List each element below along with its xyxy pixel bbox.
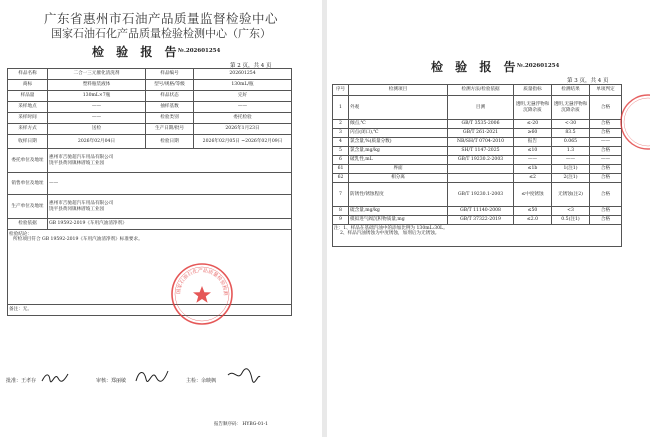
table-row [333,96,622,120]
field-label: 样品状态 [146,91,194,102]
cell-spec: ≤10 [514,147,552,156]
table-row [333,138,622,147]
cell-result: 透明,无悬浮物和沉降杂质 [552,96,590,120]
column-header: 质量指标 [514,85,552,96]
report-title: 检 验 报 告 [92,45,181,59]
cell-method: GB/T 11140-2008 [448,207,514,216]
cell-method [448,174,514,183]
cell-spec: ≤2 [514,174,552,183]
field-label: 来样方式 [8,124,48,135]
producer-address: 饶平县黄冈镇林厝坡工业园 [49,206,105,212]
table-row [8,230,292,305]
field-value: —— [48,102,146,113]
field-value: 130mL/瓶 [194,80,292,91]
producer-name: 惠州市吉驰超汽车用品有限公司 [49,201,114,207]
table-row [333,165,622,174]
cell-item: 闪点(闭口),℃ [349,129,448,138]
field-label: 检验日期 [146,135,194,149]
field-label: 样品量 [8,91,48,102]
cell-method: GB/T 261-2021 [448,129,514,138]
field-label: 检验类别 [146,113,194,124]
cell-no: 5 [333,147,349,156]
cell-verdict: 合格 [590,183,622,207]
field-label: 采样时间 [8,113,48,124]
field-label: 抽样基数 [146,102,194,113]
cell-method: NB/SH/T 0704-2010 [448,138,514,147]
cell-verdict: 合格 [590,174,622,183]
partial-stamp [618,92,650,152]
field-label: 生产单位及地址 [8,195,48,219]
table-row [333,207,622,216]
column-header: 检测项目 [349,85,448,96]
conclusion-label: 检验结论： [9,232,32,237]
table-row [8,91,292,102]
cell-item: 外观 [349,96,448,120]
cell-method: 目测 [448,96,514,120]
cell-result: 2(注1) [552,174,590,183]
sample-info-table [7,68,292,316]
cell-item: 模拟进气阀沉积物质量,mg [349,216,448,225]
field-label: 生产日期/批号 [146,124,194,135]
field-label: 商标 [8,80,48,91]
approver-label: 批准：王孝存 [6,378,37,384]
field-value: 202601254 [194,69,292,80]
cell-method [448,165,514,174]
cell-verdict: 合格 [590,207,622,216]
reviewer-signature [134,367,170,385]
cell-spec: 报告 [514,138,552,147]
table-row [8,305,292,316]
cell-verdict: —— [590,138,622,147]
cell-no: 2 [333,120,349,129]
field-value: —— [194,102,292,113]
table-row [8,195,292,219]
cell-no: 8 [333,207,349,216]
field-label: 样品编号 [146,69,194,80]
field-label: 委托单位及地址 [8,149,48,173]
table-row [333,183,622,207]
cell-no: 9 [333,216,349,225]
table-notes-row [333,225,622,247]
cell-item: 界面 [349,165,448,174]
field-value: 塑料瓶装液体 [48,80,146,91]
cell-method: GB/T 19230.2-2003 [448,156,514,165]
column-header: 检测方法/检验依据 [448,85,514,96]
table-row [8,124,292,135]
field-label: 型号/规格/等级 [146,80,194,91]
cell-spec: ≥60 [514,129,552,138]
field-label: 样品名称 [8,69,48,80]
table-row [8,219,292,230]
reviewer-label: 审核：郑丽敏 [96,378,127,384]
cell-verdict: 合格 [590,96,622,120]
report-footer: 报告顺序码： HYBG-01-1 [214,422,269,427]
cell-result: 1.3 [552,147,590,156]
table-row [8,69,292,80]
cell-method: GB/T 3535-2006 [448,120,514,129]
report-page-left [0,0,322,437]
inspector-signature [226,367,262,385]
field-value: 送检 [48,124,146,135]
table-row [333,174,622,183]
table-header-row [333,85,622,96]
cell-result: <3 [552,207,590,216]
cell-item: 相分离 [349,174,448,183]
page-info: 第 3 页，共 4 页 [567,78,609,84]
field-value: 2026年02月05日 ~2026年02月09日 [194,135,292,149]
field-label: 检验依据 [8,219,48,230]
field-value: —— [48,113,146,124]
entrusting-unit [48,149,292,173]
page-info: 第 2 页，共 4 页 [230,63,272,69]
table-row [8,149,292,173]
cell-verdict: 合格 [590,129,622,138]
svg-text:国家石油石化产品质量检验检测中心（广东）: 国家石油石化产品质量检验检测中心（广东） [167,258,229,296]
center-name: 国家石油石化产品质量检验检测中心（广东） [51,27,271,40]
cell-no: 4 [333,138,349,147]
field-value: 2026年1月23日 [194,124,292,135]
entrusting-name: 惠州市吉驰超汽车用品有限公司 [49,155,114,161]
cell-result: 0.065 [552,138,590,147]
producer-unit [48,195,292,219]
report-number: №.202601254 [178,48,221,54]
cell-result: —— [552,156,590,165]
cell-result: 83.5 [552,129,590,138]
report-number: №.202601254 [517,63,560,69]
test-results-table [332,84,622,247]
conclusion-text: 所检项目符合 GB 19592-2019《车用汽油清净剂》标准要求。 [13,237,143,243]
official-stamp [167,258,234,326]
table-row [333,120,622,129]
cell-spec: ≤1b [514,165,552,174]
cell-no: 61 [333,165,349,174]
cell-no: 7 [333,183,349,207]
column-header: 单项判定 [590,85,622,96]
field-label: 采样地点 [8,102,48,113]
column-header: 检测结果 [552,85,590,96]
cell-spec: 透明,无悬浮物和沉降杂质 [514,96,552,120]
field-label: 收样日期 [8,135,48,149]
field-value: 二合一三元催化清洗剂 [48,69,146,80]
note-line: 注：1、样品在基础汽油中的添加比例为 130mL:30L。 [334,226,448,231]
entrusting-address: 饶平县黄冈镇林厝坡工业园 [49,160,105,166]
seller-unit: —— [48,173,292,195]
table-row [8,113,292,124]
approver-signature [40,369,70,385]
report-page-right [327,0,650,437]
test-basis: GB 19592-2019《车用汽油清净剂》 [48,219,292,230]
cell-verdict: 合格 [590,120,622,129]
inspector-label: 主检：余映枫 [186,378,217,384]
cell-no: 1 [333,96,349,120]
cell-verdict: 合格 [590,165,622,174]
column-header: 序号 [333,85,349,96]
cell-result: 无锈蚀(注2) [552,183,590,207]
lab-name: 广东省惠州市石油产品质量监督检验中心 [43,11,278,26]
cell-method: GB/T 19230.1-2003 [448,183,514,207]
cell-spec: ≤-20 [514,120,552,129]
cell-result: <-30 [552,120,590,129]
cell-item: 氯含量,mg/kg [349,147,448,156]
field-value: 委托检验 [194,113,292,124]
cell-no: 3 [333,129,349,138]
table-row [8,135,292,149]
table-row [8,102,292,113]
cell-item: 防锈性/锈蚀程度 [349,183,448,207]
cell-result: 1(注1) [552,165,590,174]
cell-item: 倾点,℃ [349,120,448,129]
table-row [333,156,622,165]
report-title: 检 验 报 告 [431,60,520,74]
cell-no: 62 [333,174,349,183]
field-label: 销售单位及地址 [8,173,48,195]
cell-method: SH/T 1147-2025 [448,147,514,156]
table-notes [333,225,622,247]
cell-item: 破乳性,mL [349,156,448,165]
note-line: 2、样品汽油锈蚀为中度锈蚀，加剂后为无锈蚀。 [340,231,440,237]
cell-spec: —— [514,156,552,165]
remark: 备注：无。 [8,305,292,316]
cell-result: 0.5(注1) [552,216,590,225]
field-value: 130mL×7瓶 [48,91,146,102]
table-row [333,129,622,138]
cell-no: 6 [333,156,349,165]
table-row [333,216,622,225]
cell-spec: ≤50 [514,207,552,216]
cell-verdict: —— [590,156,622,165]
table-row [8,173,292,195]
cell-verdict: 合格 [590,216,622,225]
cell-item: 氯含量,%(质量分数) [349,138,448,147]
cell-item: 硫含量,mg/kg [349,207,448,216]
field-value: 2026年02月04日 [48,135,146,149]
cell-spec: ≤中度锈蚀 [514,183,552,207]
cell-spec: ≤2.0 [514,216,552,225]
cell-method: GB/T 37322-2019 [448,216,514,225]
table-row [333,147,622,156]
field-value: 完好 [194,91,292,102]
cell-verdict: 合格 [590,147,622,156]
table-row [8,80,292,91]
conclusion-cell [8,230,292,305]
